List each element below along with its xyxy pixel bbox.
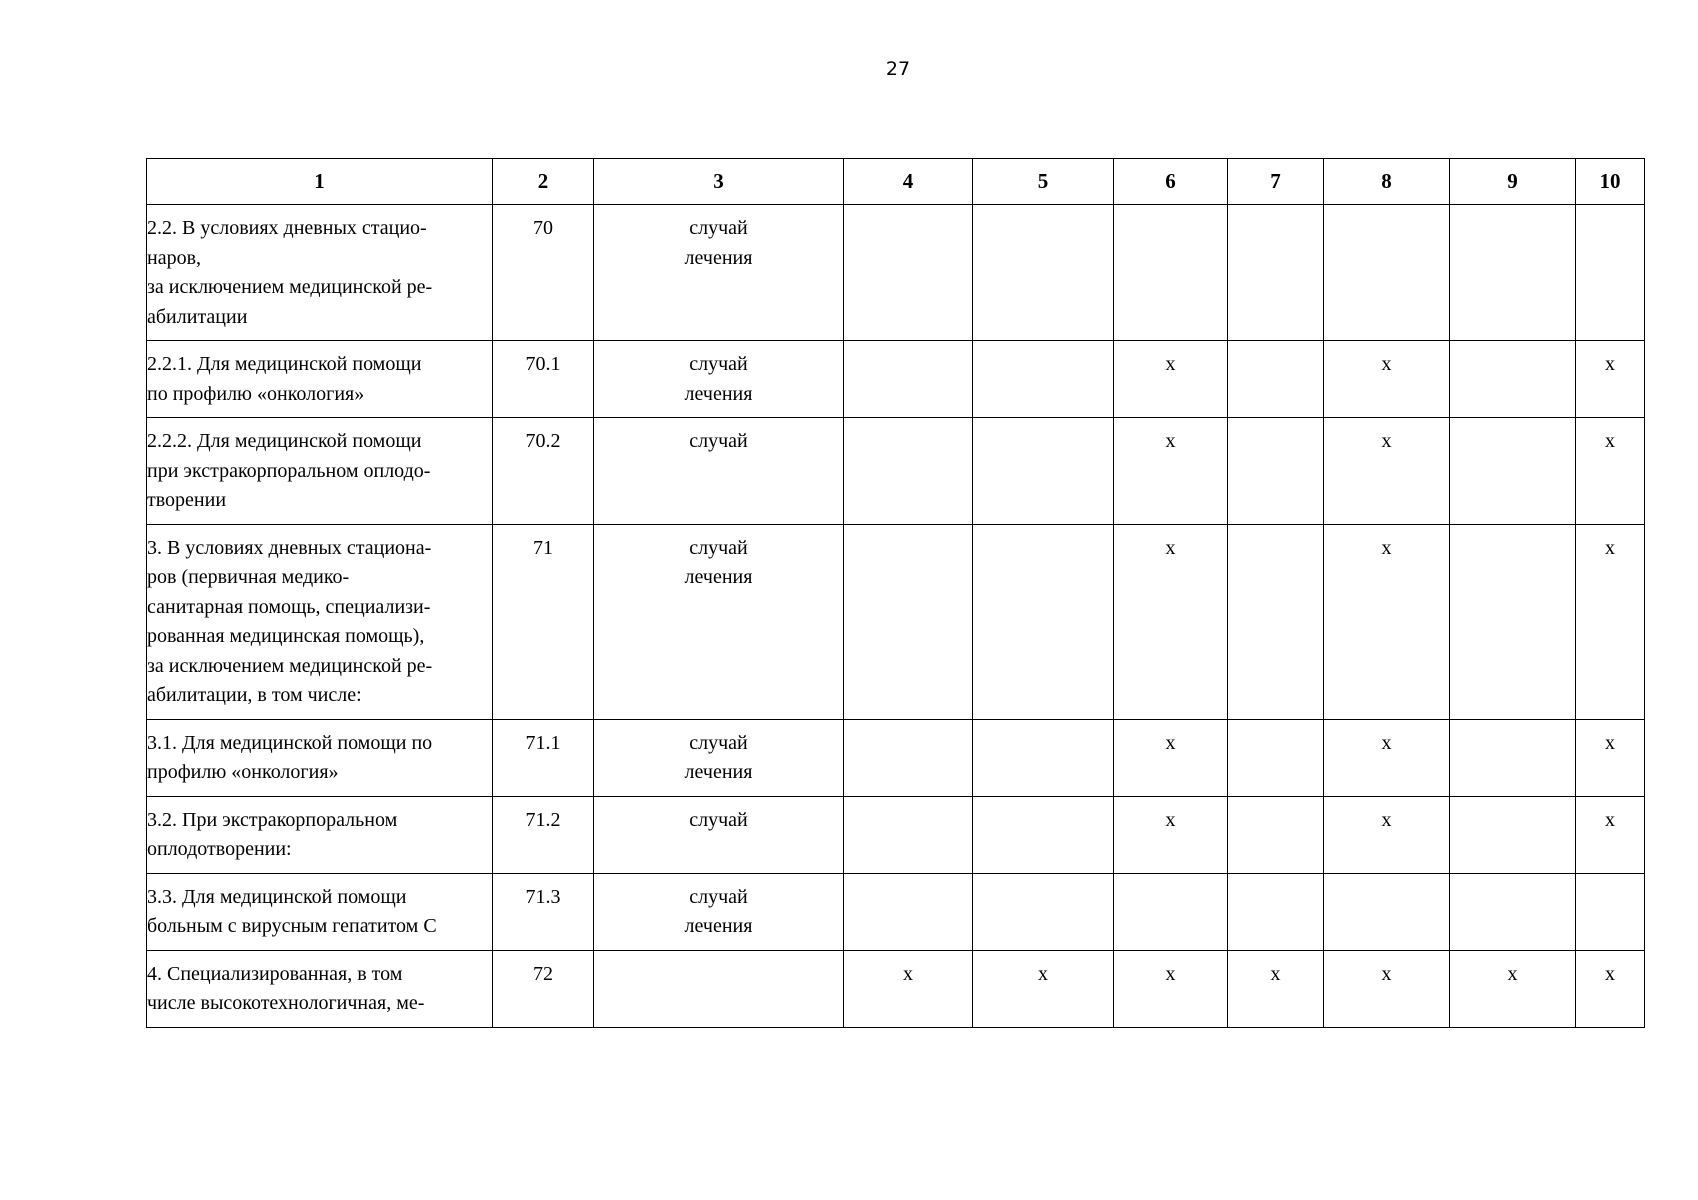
row-name-line: оплодотворении: bbox=[147, 838, 292, 860]
row-name-line: 3.3. Для медицинской помощи bbox=[147, 885, 407, 908]
row-value-cell-col10: х bbox=[1576, 524, 1645, 719]
header-cell: 3 bbox=[594, 159, 844, 205]
row-name-cell bbox=[147, 873, 493, 950]
row-value-cell-col7 bbox=[1228, 341, 1324, 418]
row-name-line: 3.1. Для медицинской помощи по bbox=[147, 731, 433, 754]
row-value-cell-col5 bbox=[973, 796, 1114, 873]
row-code-cell: 70.1 bbox=[493, 341, 594, 418]
row-value-cell-col7 bbox=[1228, 873, 1324, 950]
row-name-line: больным с вирусным гепатитом С bbox=[147, 915, 437, 937]
row-value-cell-col4 bbox=[844, 418, 973, 525]
data-table bbox=[146, 158, 1645, 1028]
header-cell: 9 bbox=[1450, 159, 1576, 205]
row-value-cell-col9 bbox=[1450, 418, 1576, 525]
row-name-line: наров, bbox=[147, 246, 202, 269]
row-name-cell bbox=[147, 524, 493, 719]
row-unit-cell bbox=[594, 796, 844, 873]
row-name-line: 2.2.1. Для медицинской помощи bbox=[147, 353, 422, 375]
row-value-cell-col5 bbox=[973, 719, 1114, 796]
row-name-line: творении bbox=[147, 489, 227, 511]
row-name-line: при экстракорпоральном оплодо- bbox=[147, 459, 431, 482]
row-value-cell-col4 bbox=[844, 205, 973, 341]
row-code-cell: 71.1 bbox=[493, 719, 594, 796]
row-value-cell-col6: х bbox=[1114, 524, 1228, 719]
row-value-cell-col9 bbox=[1450, 719, 1576, 796]
row-value-cell-col7 bbox=[1228, 418, 1324, 525]
header-cell: 8 bbox=[1324, 159, 1450, 205]
row-value-cell-col6: х bbox=[1114, 418, 1228, 525]
row-name-line: абилитации bbox=[147, 305, 248, 328]
row-value-cell-col5 bbox=[973, 205, 1114, 341]
row-value-cell-col5 bbox=[973, 418, 1114, 525]
row-name-cell bbox=[147, 205, 493, 341]
row-value-cell-col6: х bbox=[1114, 341, 1228, 418]
row-value-cell-col8 bbox=[1324, 873, 1450, 950]
row-name-line: 3.2. При экстракорпоральном bbox=[147, 808, 398, 831]
row-unit-line: случай bbox=[689, 353, 748, 375]
row-name-line: 4. Специализированная, в том bbox=[147, 962, 403, 985]
table-row bbox=[147, 205, 1645, 341]
row-unit-line: лечения bbox=[684, 382, 753, 405]
row-value-cell-col10: х bbox=[1576, 418, 1645, 525]
row-code-cell: 72 bbox=[493, 950, 594, 1027]
row-code-cell: 70.2 bbox=[493, 418, 594, 525]
row-name-line: санитарная помощь, специализи- bbox=[147, 595, 431, 618]
row-name-line: профилю «онкология» bbox=[147, 761, 339, 783]
row-name-cell bbox=[147, 418, 493, 525]
row-code-cell: 70 bbox=[493, 205, 594, 341]
row-value-cell-col6: х bbox=[1114, 796, 1228, 873]
row-code-cell: 71.3 bbox=[493, 873, 594, 950]
row-value-cell-col7 bbox=[1228, 205, 1324, 341]
row-unit-line: лечения bbox=[684, 761, 753, 783]
row-value-cell-col7 bbox=[1228, 719, 1324, 796]
row-name-line: абилитации, в том числе: bbox=[147, 684, 362, 706]
table-row bbox=[147, 873, 1645, 950]
row-unit-line: случай bbox=[689, 430, 748, 452]
row-unit-line: случай bbox=[689, 731, 748, 754]
row-name-line: по профилю «онкология» bbox=[147, 382, 365, 405]
row-code-cell: 71 bbox=[493, 524, 594, 719]
row-value-cell-col4 bbox=[844, 796, 973, 873]
row-value-cell-col7 bbox=[1228, 796, 1324, 873]
row-value-cell-col10: х bbox=[1576, 950, 1645, 1027]
row-unit-line: лечения bbox=[684, 246, 753, 269]
row-unit-cell bbox=[594, 719, 844, 796]
row-value-cell-col8: х bbox=[1324, 418, 1450, 525]
row-value-cell-col5: х bbox=[973, 950, 1114, 1027]
row-name-cell bbox=[147, 719, 493, 796]
header-cell: 4 bbox=[844, 159, 973, 205]
row-value-cell-col9 bbox=[1450, 205, 1576, 341]
header-cell: 10 bbox=[1576, 159, 1645, 205]
row-value-cell-col10: х bbox=[1576, 719, 1645, 796]
row-value-cell-col4 bbox=[844, 341, 973, 418]
table-row bbox=[147, 341, 1645, 418]
row-value-cell-col7 bbox=[1228, 524, 1324, 719]
row-value-cell-col6: х bbox=[1114, 950, 1228, 1027]
row-unit-line: случай bbox=[689, 885, 748, 908]
header-cell: 6 bbox=[1114, 159, 1228, 205]
row-unit-line: случай bbox=[689, 536, 748, 559]
table-row bbox=[147, 418, 1645, 525]
row-name-cell bbox=[147, 796, 493, 873]
row-unit-cell bbox=[594, 950, 844, 1027]
row-unit-line: лечения bbox=[684, 566, 753, 588]
row-value-cell-col8: х bbox=[1324, 796, 1450, 873]
table-header-row bbox=[147, 159, 1645, 205]
row-code-cell: 71.2 bbox=[493, 796, 594, 873]
row-unit-cell bbox=[594, 873, 844, 950]
row-value-cell-col8: х bbox=[1324, 341, 1450, 418]
row-value-cell-col9 bbox=[1450, 524, 1576, 719]
row-value-cell-col6: х bbox=[1114, 719, 1228, 796]
row-name-line: за исключением медицинской ре- bbox=[147, 654, 433, 677]
row-value-cell-col10: х bbox=[1576, 796, 1645, 873]
table-row bbox=[147, 524, 1645, 719]
header-cell: 2 bbox=[493, 159, 594, 205]
row-value-cell-col8: х bbox=[1324, 719, 1450, 796]
table-body bbox=[147, 205, 1645, 1028]
row-value-cell-col8: х bbox=[1324, 524, 1450, 719]
row-value-cell-col9 bbox=[1450, 873, 1576, 950]
row-value-cell-col8: х bbox=[1324, 950, 1450, 1027]
row-value-cell-col9: х bbox=[1450, 950, 1576, 1027]
row-value-cell-col10 bbox=[1576, 205, 1645, 341]
row-value-cell-col6 bbox=[1114, 205, 1228, 341]
table-row bbox=[147, 950, 1645, 1027]
row-value-cell-col6 bbox=[1114, 873, 1228, 950]
row-unit-line: случай bbox=[689, 808, 748, 831]
row-name-line: 2.2. В условиях дневных стацио- bbox=[147, 217, 427, 239]
row-name-line: числе высокотехнологичная, ме- bbox=[147, 992, 425, 1014]
row-value-cell-col5 bbox=[973, 341, 1114, 418]
row-name-cell bbox=[147, 950, 493, 1027]
row-value-cell-col9 bbox=[1450, 796, 1576, 873]
row-name-line: рованная медицинская помощь), bbox=[147, 625, 425, 647]
row-value-cell-col4: х bbox=[844, 950, 973, 1027]
header-cell: 7 bbox=[1228, 159, 1324, 205]
row-unit-cell bbox=[594, 205, 844, 341]
row-value-cell-col10: х bbox=[1576, 341, 1645, 418]
page-number: 27 bbox=[885, 58, 911, 80]
row-unit-cell bbox=[594, 524, 844, 719]
header-cell: 5 bbox=[973, 159, 1114, 205]
row-name-cell bbox=[147, 341, 493, 418]
row-unit-cell bbox=[594, 418, 844, 525]
row-value-cell-col4 bbox=[844, 873, 973, 950]
row-value-cell-col10 bbox=[1576, 873, 1645, 950]
row-name-line: 3. В условиях дневных стациона- bbox=[147, 536, 432, 559]
row-unit-cell bbox=[594, 341, 844, 418]
row-unit-line: лечения bbox=[684, 915, 753, 937]
row-value-cell-col7: х bbox=[1228, 950, 1324, 1027]
row-name-line: за исключением медицинской ре- bbox=[147, 276, 433, 298]
row-value-cell-col4 bbox=[844, 719, 973, 796]
row-value-cell-col4 bbox=[844, 524, 973, 719]
header-cell: 1 bbox=[147, 159, 493, 205]
table-row bbox=[147, 719, 1645, 796]
row-value-cell-col9 bbox=[1450, 341, 1576, 418]
row-value-cell-col8 bbox=[1324, 205, 1450, 341]
table-row bbox=[147, 796, 1645, 873]
row-value-cell-col5 bbox=[973, 524, 1114, 719]
row-name-line: 2.2.2. Для медицинской помощи bbox=[147, 430, 422, 452]
row-name-line: ров (первичная медико- bbox=[147, 566, 350, 588]
row-value-cell-col5 bbox=[973, 873, 1114, 950]
row-unit-line: случай bbox=[689, 217, 748, 239]
